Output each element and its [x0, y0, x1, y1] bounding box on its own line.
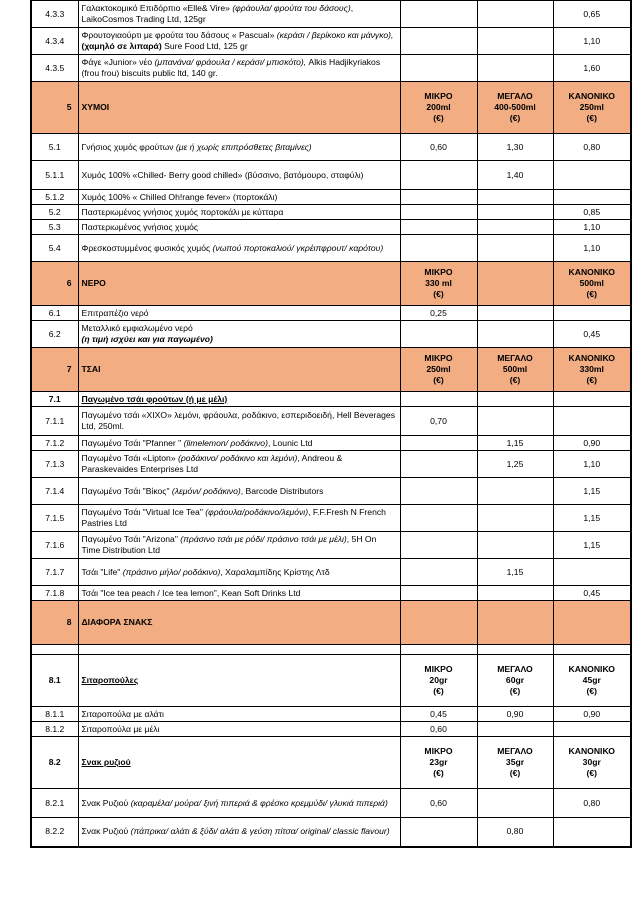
description-text: (λεμόνι/ ροδάκινο) [171, 485, 241, 496]
description-text: (φράουλα/ροδάκινο/λεμόνι) [205, 507, 309, 517]
price-regular: 0,80 [553, 134, 631, 161]
item-code: 5.1.1 [31, 161, 78, 190]
table-row [31, 220, 631, 235]
table-row [31, 205, 631, 220]
price-regular [553, 645, 631, 655]
item-code: 7.1 [31, 392, 78, 407]
price-small [400, 321, 477, 348]
section-header-row [31, 348, 631, 392]
price-regular: 0,90 [553, 436, 631, 451]
price-regular: 1,15 [553, 532, 631, 559]
item-description [78, 737, 400, 789]
subsection-row [31, 392, 631, 407]
table-row [31, 190, 631, 205]
price-regular: ΚΑΝΟΝΙΚΟ 330ml (€) [553, 348, 631, 392]
table-row [31, 55, 631, 82]
item-code: 6.1 [31, 306, 78, 321]
description-text: Παγωμένο Τσάι "Arizona" [81, 534, 181, 544]
price-regular: 0,45 [553, 586, 631, 601]
item-code: 8.2 [31, 737, 78, 789]
table-row [31, 559, 631, 586]
description-text: Τσάι "Life" [81, 566, 123, 577]
description-text: (πάπρικα/ αλάτι & ξύδι/ αλάτι & γεύση πίτσα/ original/ classic flavour) [130, 826, 390, 837]
price-regular: 1,10 [553, 220, 631, 235]
table-row [31, 478, 631, 505]
table-row [31, 436, 631, 451]
item-description [78, 586, 400, 601]
price-regular: 0,90 [553, 707, 631, 722]
price-large [477, 55, 553, 82]
item-description [78, 348, 400, 392]
price-small [400, 190, 477, 205]
table-row [31, 645, 631, 655]
price-regular [553, 392, 631, 407]
price-small [400, 436, 477, 451]
price-small: 0,60 [400, 134, 477, 161]
price-small [400, 559, 477, 586]
description-text: Επιτραπέζιο νερό [81, 307, 149, 318]
price-large [477, 532, 553, 559]
price-large: 1,15 [477, 436, 553, 451]
description-text: Παγωμένο τσάι φρούτων (ή με μέλι) [81, 393, 228, 404]
price-small: ΜΙΚΡΟ 23gr (€) [400, 737, 477, 789]
description-text: , LaikoCosmos Trading Ltd, 125gr [81, 3, 354, 24]
item-code: 7.1.8 [31, 586, 78, 601]
price-large [477, 28, 553, 55]
item-code: 7.1.6 [31, 532, 78, 559]
description-text: Γαλακτοκομικό Επιδόρπιο «Elle& Vire» [81, 3, 233, 13]
price-large: 0,90 [477, 707, 553, 722]
price-large: ΜΕΓΑΛΟ 400-500ml (€) [477, 82, 553, 134]
table-row [31, 306, 631, 321]
description-text: Γνήσιος χυμός φρούτων [81, 141, 176, 152]
price-large [477, 392, 553, 407]
item-code: 8.1.1 [31, 707, 78, 722]
price-large [477, 205, 553, 220]
price-small [400, 645, 477, 655]
table-row [31, 134, 631, 161]
description-text: Παγωμένο Τσάι "Pfanner " [81, 437, 184, 448]
price-large [477, 321, 553, 348]
item-code: 5.3 [31, 220, 78, 235]
price-regular: 1,10 [553, 235, 631, 262]
description-text: ΧΥΜΟΙ [81, 102, 110, 112]
description-text: Παγωμένο Τσάι «Lipton» [81, 453, 179, 463]
price-small [400, 818, 477, 847]
item-code: 5.1.2 [31, 190, 78, 205]
price-small [400, 161, 477, 190]
item-code: 8.2.2 [31, 818, 78, 847]
subsection-row [31, 737, 631, 789]
description-text: Παγωμένο Τσάι "Virtual Ice Tea" [81, 507, 206, 517]
price-regular: 0,65 [553, 1, 631, 28]
item-code [31, 645, 78, 655]
table-row [31, 586, 631, 601]
price-large [477, 789, 553, 818]
price-small [400, 451, 477, 478]
description-text: Σιταροπούλα με αλάτι [81, 708, 164, 719]
item-code: 7.1.4 [31, 478, 78, 505]
description-text: , Χαραλαμπίδης Κρίστης Λτδ [220, 566, 330, 577]
description-text: ΝΕΡΟ [81, 278, 106, 288]
table-row [31, 28, 631, 55]
price-large [477, 722, 553, 737]
description-text: (πράσινο μήλο/ ροδάκινο) [122, 566, 221, 577]
description-text: ΔΙΑΦΟΡΑ ΣΝΑΚΣ [81, 617, 153, 627]
item-description [78, 722, 400, 737]
description-text: Sure Food Ltd, 125 gr [161, 41, 248, 51]
item-description [78, 645, 400, 655]
description-text: (μπανάνα/ φράουλα / κεράσι/ μπισκότο), [154, 57, 307, 67]
section-header-row [31, 601, 631, 645]
item-code: 4.3.4 [31, 28, 78, 55]
item-description [78, 306, 400, 321]
item-description [78, 161, 400, 190]
item-description [78, 655, 400, 707]
item-description [78, 190, 400, 205]
item-description [78, 532, 400, 559]
price-large: 1,40 [477, 161, 553, 190]
price-large [477, 645, 553, 655]
table-row [31, 818, 631, 847]
item-description [78, 1, 400, 28]
price-regular: 0,80 [553, 789, 631, 818]
price-regular: ΚΑΝΟΝΙΚΟ 30gr (€) [553, 737, 631, 789]
description-text: , 5H On Time Distribution Ltd [81, 534, 377, 555]
price-regular [553, 161, 631, 190]
price-small [400, 205, 477, 220]
price-large [477, 407, 553, 436]
table-row [31, 707, 631, 722]
table-row [31, 407, 631, 436]
table-row [31, 321, 631, 348]
description-text: Χυμός 100% «Chilled- Berry good chilled» (βύσσινο, βατόμουρο, σταφύλι) [81, 169, 364, 180]
description-text: , F.F.Fresh N French Pastries Ltd [81, 507, 386, 528]
price-small [400, 392, 477, 407]
description-text: Μεταλλικό εμφιαλωμένο νερό [81, 323, 193, 333]
price-regular [553, 559, 631, 586]
table-row [31, 505, 631, 532]
description-text: (η τιμή ισχύει και για παγωμένο) [81, 334, 213, 344]
price-regular [553, 601, 631, 645]
item-description [78, 818, 400, 847]
description-text: , Andreou & Paraskevaides Enterprises Ltd [81, 453, 343, 474]
item-description [78, 82, 400, 134]
description-text: Σνακ Ρυζιού [81, 826, 131, 837]
price-small: ΜΙΚΡΟ 200ml (€) [400, 82, 477, 134]
description-text: (φράουλα/ φρούτα του δάσους) [232, 3, 351, 13]
description-text: Σνακ ρυζιού [81, 757, 131, 767]
item-description [78, 436, 400, 451]
description-text: Παστεριωμένος γνήσιος χυμός πορτοκάλι με κύτταρα [81, 206, 284, 217]
price-list-document [30, 0, 630, 848]
price-regular [553, 306, 631, 321]
table-row [31, 1, 631, 28]
description-text: Σνακ Ρυζιού [81, 797, 131, 808]
item-description [78, 478, 400, 505]
price-regular: 1,15 [553, 505, 631, 532]
price-small: ΜΙΚΡΟ 330 ml (€) [400, 262, 477, 306]
section-header-row [31, 262, 631, 306]
price-small: ΜΙΚΡΟ 250ml (€) [400, 348, 477, 392]
item-code: 5.2 [31, 205, 78, 220]
item-description [78, 707, 400, 722]
item-code: 4.3.3 [31, 1, 78, 28]
description-text: Σιταροπούλες [81, 675, 139, 685]
item-description [78, 451, 400, 478]
item-description [78, 235, 400, 262]
price-large [477, 478, 553, 505]
item-description [78, 262, 400, 306]
description-text: Φάγε «Junior» νέο [81, 57, 155, 67]
subsection-row [31, 655, 631, 707]
price-small [400, 601, 477, 645]
price-large [477, 586, 553, 601]
description-text: Φρουτογιαούρτι με φρούτα του δάσους « Pascual» [81, 30, 277, 40]
item-code: 4.3.5 [31, 55, 78, 82]
price-small: 0,60 [400, 722, 477, 737]
price-regular: 1,10 [553, 28, 631, 55]
table-row [31, 789, 631, 818]
price-large [477, 1, 553, 28]
item-code: 5.4 [31, 235, 78, 262]
item-code: 7.1.3 [31, 451, 78, 478]
table-row [31, 161, 631, 190]
description-text: Σιταροπούλα με μέλι [81, 723, 160, 734]
description-text: (κεράσι / βερίκοκο και μάνγκο), [276, 30, 394, 40]
item-description [78, 392, 400, 407]
table-row [31, 532, 631, 559]
price-large: 1,15 [477, 559, 553, 586]
price-table [30, 0, 632, 848]
description-text: Χυμός 100% « Chilled Oh!range fever» (πορτοκάλι) [81, 191, 278, 202]
price-small [400, 235, 477, 262]
price-large [477, 601, 553, 645]
item-description [78, 505, 400, 532]
price-regular [553, 722, 631, 737]
section-header-row [31, 82, 631, 134]
item-code: 7.1.1 [31, 407, 78, 436]
table-row [31, 235, 631, 262]
price-large: 1,30 [477, 134, 553, 161]
description-text: Φρεσκοστυμμένος φυσικός χυμός [81, 242, 213, 253]
item-code: 8 [31, 601, 78, 645]
table-row [31, 451, 631, 478]
description-text: Παγωμένο Τσάι "Βίκος" [81, 485, 172, 496]
price-regular: ΚΑΝΟΝΙΚΟ 45gr (€) [553, 655, 631, 707]
description-text: ΤΣΑΙ [81, 364, 101, 374]
price-small: 0,60 [400, 789, 477, 818]
price-regular: ΚΑΝΟΝΙΚΟ 500ml (€) [553, 262, 631, 306]
price-regular: 1,15 [553, 478, 631, 505]
item-code: 5.1 [31, 134, 78, 161]
price-table-body [31, 1, 631, 847]
item-code: 6.2 [31, 321, 78, 348]
price-regular: 0,85 [553, 205, 631, 220]
item-code: 8.1 [31, 655, 78, 707]
description-text: (limelemon/ ροδάκινο) [183, 437, 268, 448]
price-large: 1,25 [477, 451, 553, 478]
price-large [477, 220, 553, 235]
price-small [400, 505, 477, 532]
price-regular: 1,10 [553, 451, 631, 478]
price-regular [553, 190, 631, 205]
description-text: (με ή χωρίς επιπρόσθετες βιταμίνες) [175, 141, 312, 152]
description-text: (πράσινο τσάι με ρόδι/ πράσινο τσάι με μέλι) [180, 534, 347, 544]
price-small: 0,70 [400, 407, 477, 436]
price-large [477, 505, 553, 532]
price-small [400, 1, 477, 28]
description-text: Παστεριωμένος γνήσιος χυμός [81, 221, 199, 232]
price-regular: 0,45 [553, 321, 631, 348]
price-small [400, 55, 477, 82]
item-description [78, 789, 400, 818]
item-description [78, 559, 400, 586]
price-small [400, 586, 477, 601]
price-large [477, 262, 553, 306]
price-regular: ΚΑΝΟΝΙΚΟ 250ml (€) [553, 82, 631, 134]
item-description [78, 134, 400, 161]
price-large: ΜΕΓΑΛΟ 35gr (€) [477, 737, 553, 789]
description-text: Τσάι "Ice tea peach / Ice tea lemon", Kean Soft Drinks Ltd [81, 587, 301, 598]
item-code: 6 [31, 262, 78, 306]
item-description [78, 407, 400, 436]
price-large [477, 190, 553, 205]
item-code: 7.1.2 [31, 436, 78, 451]
price-regular [553, 407, 631, 436]
price-large: ΜΕΓΑΛΟ 60gr (€) [477, 655, 553, 707]
item-description [78, 205, 400, 220]
price-small [400, 220, 477, 235]
price-regular: 1,60 [553, 55, 631, 82]
price-small: 0,25 [400, 306, 477, 321]
price-small: 0,45 [400, 707, 477, 722]
item-code: 7.1.5 [31, 505, 78, 532]
description-text: Παγωμένο τσάι «ΧΙΧΟ» λεμόνι, φράουλα, ροδάκινο, εσπεριδοειδή, Hell Beverages Ltd, 250ml. [81, 410, 395, 431]
price-small [400, 478, 477, 505]
description-text: (ροδάκινο/ ροδάκινο και λεμόνι) [178, 453, 298, 463]
item-code: 7.1.7 [31, 559, 78, 586]
item-description [78, 28, 400, 55]
item-code: 7 [31, 348, 78, 392]
item-code: 5 [31, 82, 78, 134]
price-large: ΜΕΓΑΛΟ 500ml (€) [477, 348, 553, 392]
price-large [477, 235, 553, 262]
item-description [78, 321, 400, 348]
description-text: Alkis Hadjikyriakos (frou frou) biscuits public ltd, 140 gr. [81, 57, 381, 78]
item-code: 8.1.2 [31, 722, 78, 737]
description-text: (καραμέλα/ μούρα/ ξινή πιπεριά & φρέσκο κρεμμύδι/ γλυκιά πιπεριά) [130, 797, 388, 808]
price-large: 0,80 [477, 818, 553, 847]
price-small [400, 532, 477, 559]
description-text: (χαμηλό σε λιπαρά) [81, 41, 162, 51]
description-text: , Lounic Ltd [267, 437, 313, 448]
price-small [400, 28, 477, 55]
item-description [78, 601, 400, 645]
item-description [78, 55, 400, 82]
item-code: 8.2.1 [31, 789, 78, 818]
description-text: , Barcode Distributors [240, 485, 324, 496]
description-text: (νωπού πορτοκαλιού/ γκρέιπφρουτ/ καρότου) [212, 242, 384, 253]
table-row [31, 722, 631, 737]
price-small: ΜΙΚΡΟ 20gr (€) [400, 655, 477, 707]
item-description [78, 220, 400, 235]
price-regular [553, 818, 631, 847]
price-large [477, 306, 553, 321]
